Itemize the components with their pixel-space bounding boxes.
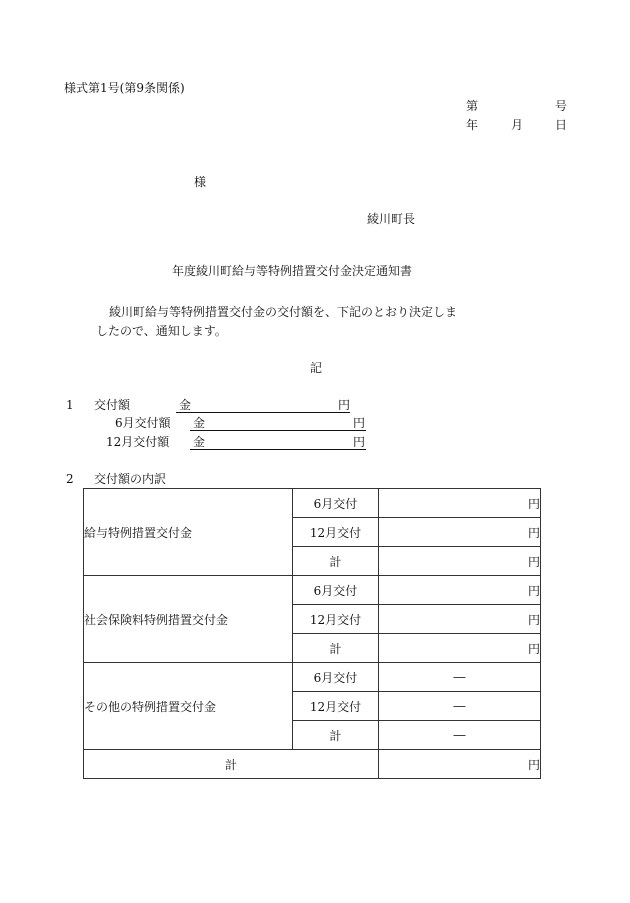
december-amount-unit: 円 xyxy=(353,435,366,449)
period-cell: 計 xyxy=(293,721,379,750)
category-cell: その他の特例措置交付金 xyxy=(84,663,293,750)
addressee-suffix: 様 xyxy=(194,175,207,189)
doc-number-prefix: 第 xyxy=(466,99,479,113)
body-line-1: 綾川町給与等特例措置交付金の交付額を、下記のとおり決定しま xyxy=(109,305,458,319)
breakdown-table xyxy=(83,488,541,779)
table-row xyxy=(84,663,541,692)
amount-cell: 円 xyxy=(379,518,541,547)
december-amount-prefix: 金 xyxy=(193,435,206,449)
amount-cell: 円 xyxy=(379,547,541,576)
amount-cell: ― xyxy=(379,721,541,750)
total-label-cell: 計 xyxy=(84,750,379,779)
december-amount-label: 12月交付額 xyxy=(106,435,170,449)
date-year: 年 xyxy=(466,118,479,132)
period-cell: 12月交付 xyxy=(293,692,379,721)
table-total-row xyxy=(84,750,541,779)
document-title: 年度綾川町給与等特例措置交付金決定通知書 xyxy=(172,264,413,278)
category-cell: 給与特例措置交付金 xyxy=(84,489,293,576)
amount-cell: 円 xyxy=(379,605,541,634)
period-cell: 12月交付 xyxy=(293,605,379,634)
total-amount-cell: 円 xyxy=(379,750,541,779)
june-amount-unit: 円 xyxy=(353,416,366,430)
date-day: 日 xyxy=(555,118,568,132)
table-row xyxy=(84,576,541,605)
date-month: 月 xyxy=(511,118,524,132)
amount-cell: 円 xyxy=(379,489,541,518)
amount-cell: 円 xyxy=(379,576,541,605)
doc-number-suffix: 号 xyxy=(555,99,568,113)
total-amount-unit: 円 xyxy=(338,398,351,412)
period-cell: 6月交付 xyxy=(293,489,379,518)
period-cell: 6月交付 xyxy=(293,663,379,692)
period-cell: 6月交付 xyxy=(293,576,379,605)
period-cell: 計 xyxy=(293,547,379,576)
total-amount-underline xyxy=(176,412,350,413)
period-cell: 12月交付 xyxy=(293,518,379,547)
section2-number: 2 xyxy=(66,472,74,486)
section1-number: 1 xyxy=(66,398,74,412)
note-heading: 記 xyxy=(310,361,323,375)
body-line-2: したので、通知します。 xyxy=(96,324,227,338)
issuer: 綾川町長 xyxy=(367,212,416,226)
amount-cell: 円 xyxy=(379,634,541,663)
category-cell: 社会保険料特例措置交付金 xyxy=(84,576,293,663)
june-amount-prefix: 金 xyxy=(193,416,206,430)
table-row xyxy=(84,489,541,518)
total-amount-prefix: 金 xyxy=(179,398,192,412)
period-cell: 計 xyxy=(293,634,379,663)
december-amount-underline xyxy=(190,449,366,450)
form-header: 様式第1号(第9条関係) xyxy=(64,81,185,95)
june-amount-underline xyxy=(190,430,366,431)
amount-cell: ― xyxy=(379,663,541,692)
section2-label: 交付額の内訳 xyxy=(94,472,167,486)
section1-label: 交付額 xyxy=(94,398,131,412)
june-amount-label: 6月交付額 xyxy=(115,416,171,430)
amount-cell: ― xyxy=(379,692,541,721)
